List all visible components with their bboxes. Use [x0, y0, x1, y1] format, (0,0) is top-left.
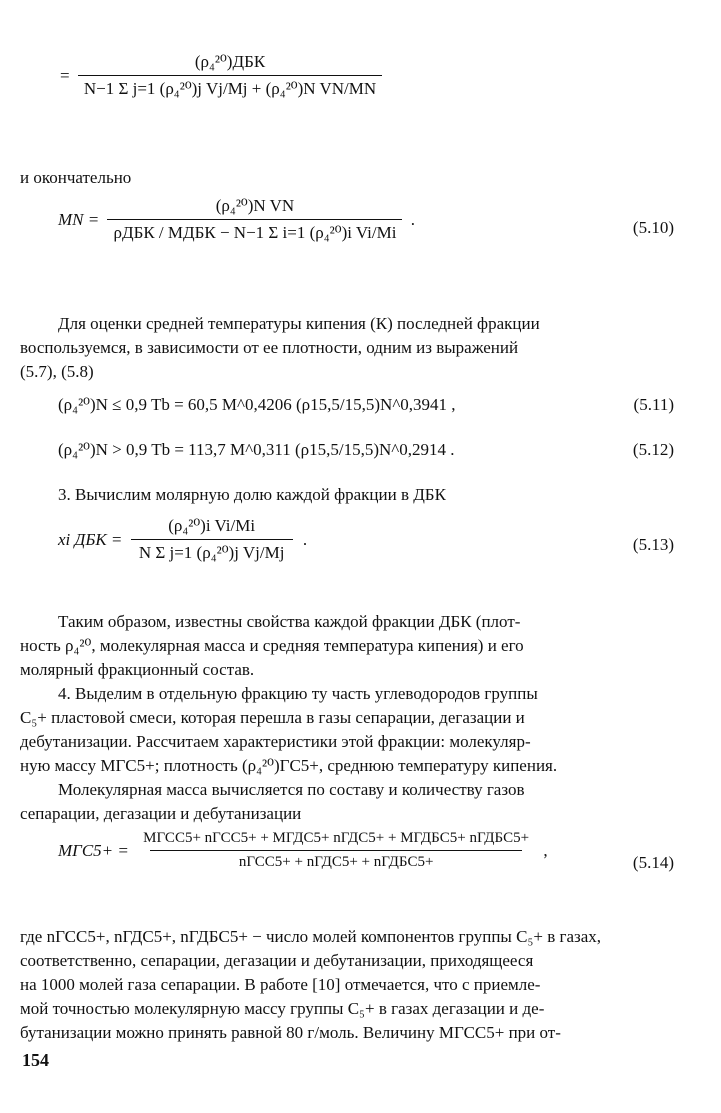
denominator: ρДБК / MДБК − N−1 Σ i=1 (ρ₄²⁰)i Vi/Mi	[107, 219, 402, 243]
text-line: и окончательно	[20, 168, 132, 187]
equation-number: (5.14)	[632, 853, 674, 872]
paragraph-boiling	[20, 312, 672, 384]
text-line: 3. Вычислим молярную долю каждой фракции в ДБК	[58, 485, 446, 504]
equation-number: (5.13)	[632, 535, 674, 554]
equation-lhs: MN =	[58, 209, 100, 229]
text-line: соответственно, сепарации, дегазации и дебутанизации, приходящееся	[20, 951, 534, 970]
text-line: Для оценки средней температуры кипения (К) последней фракции	[58, 314, 540, 333]
text-line: дебутанизации. Рассчитаем характеристики этой фракции: молекуляр-	[20, 732, 531, 751]
equation-number: (5.12)	[632, 440, 674, 459]
text-line: (5.7), (5.8)	[20, 362, 94, 381]
text-line: C₅+ пластовой смеси, которая перешла в газы сепарации, дегазации и	[20, 708, 525, 727]
text-line: Молекулярная масса вычисляется по составу и количеству газов	[58, 780, 525, 799]
page-number: 154	[22, 1050, 49, 1070]
equation-lhs: xi ДБК =	[58, 529, 123, 549]
text-line: бутанизации можно принять равной 80 г/моль. Величину MГСC5+ при от-	[20, 1023, 561, 1042]
denominator: N−1 Σ j=1 (ρ₄²⁰)j Vj/Mj + (ρ₄²⁰)N VN/MN	[78, 75, 382, 99]
equation-5-13: xi ДБК = $\frac{\text{(ρ₄²⁰)i Vi/Mi}}{\text{N Σ j=1 (ρ₄²⁰)j Vj/Mj}}$ .	[58, 516, 308, 562]
paragraph-step4	[20, 682, 672, 826]
denominator: nГСC5+ + nГДC5+ + nГДБC5+	[150, 850, 522, 871]
numerator: MГСC5+ nГСC5+ + MГДC5+ nГДC5+ + MГДБC5+ nГДБC5+	[143, 830, 530, 846]
fraction	[107, 196, 402, 243]
text-line: Таким образом, известны свойства каждой фракции ДБК (плот-	[58, 612, 521, 631]
text-line: воспользуемся, в зависимости от ее плотности, одним из выражений	[20, 338, 519, 357]
paragraph-where	[20, 925, 672, 1045]
fraction	[131, 516, 293, 563]
numerator: (ρ₄²⁰)N VN	[215, 196, 295, 215]
text-line: мой точностью молекулярную массу группы C₅+ в газах дегазации и де-	[20, 999, 545, 1018]
numerator: (ρ₄²⁰)i Vi/Mi	[168, 516, 256, 535]
equation-5-12: (ρ₄²⁰)N > 0,9 Tb = 113,7 M^0,311 (ρ15,5/15,5)N^0,2914 .	[58, 440, 455, 459]
equation-top: = $\frac{\text{(ρ₄²⁰)ДБК}}{\text{N−1 Σ j=1 (ρ₄²⁰)j Vj/Mj + (ρ₄²⁰)N VN/MN}}$	[60, 52, 382, 99]
text-line: сепарации, дегазации и дебутанизации	[20, 804, 302, 823]
denominator: N Σ j=1 (ρ₄²⁰)j Vj/Mj	[131, 539, 293, 563]
equation-lhs: MГC5+ =	[58, 840, 129, 860]
numerator: (ρ₄²⁰)ДБК	[194, 52, 266, 71]
equation-5-14: MГC5+ = $\frac{\text{MГСC5+ nГСC5+ + MГДC5+ nГДC5+ + MГДБC5+ nГДБC5+}}{\text{nГСC5+ + nГДC5+ + nГДБC5+}}$ ,	[58, 830, 548, 870]
text-line: 4. Выделим в отдельную фракцию ту часть углеводородов группы	[58, 684, 538, 703]
fraction	[78, 52, 382, 99]
text-line: ную массу MГC5+; плотность (ρ₄²⁰)ГC5+, среднюю температуру кипения.	[20, 756, 558, 775]
text-line: ность ρ₄²⁰, молекулярная масса и средняя температура кипения) и его	[20, 636, 524, 655]
text-line: где nГСC5+, nГДC5+, nГДБC5+ − число молей компонентов группы C₅+ в газах,	[20, 927, 602, 946]
paragraph-summary	[20, 610, 672, 682]
equation-5-11: (ρ₄²⁰)N ≤ 0,9 Tb = 60,5 M^0,4206 (ρ15,5/15,5)N^0,3941 ,	[58, 395, 456, 414]
paragraph-finally	[20, 166, 672, 190]
equation-5-10: MN = $\frac{\text{(ρ₄²⁰)N VN}}{\text{ρДБК / MДБК − N−1 Σ i=1 (ρ₄²⁰)i Vi/Mi}}$ .	[58, 196, 415, 242]
equation-number: (5.10)	[632, 218, 674, 237]
text-line: молярный фракционный состав.	[20, 660, 255, 679]
text-line: на 1000 молей газа сепарации. В работе [10] отмечается, что с приемле-	[20, 975, 541, 994]
paragraph-step3	[20, 483, 672, 507]
fraction	[137, 830, 535, 871]
equation-number: (5.11)	[633, 395, 674, 414]
